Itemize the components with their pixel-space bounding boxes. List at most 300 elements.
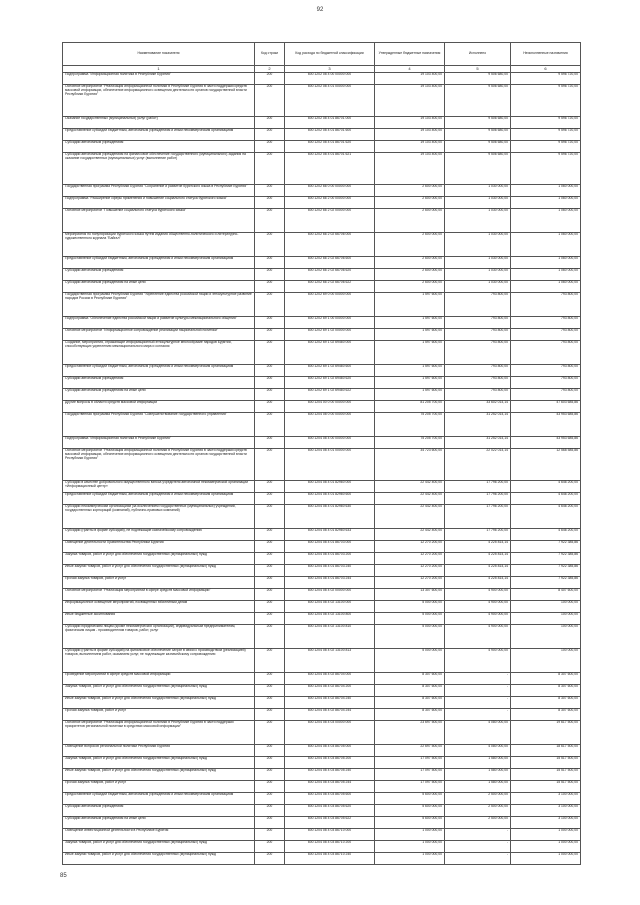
row-name: Государственная программа Республики Бурятия "Сохранение и развитие бурятского языка в Республике Бурятия" [63,185,255,197]
row-line-code: 200 [255,493,285,505]
row-kbk: 600 1204 08 4 02 13100 813 [285,649,375,673]
row-name: Предоставление субсидий бюджетным, автономным учреждениям и иным некоммерческим организациям [63,257,255,269]
row-unexecuted: 1 000 000,00 [511,853,581,865]
row-executed: 9 506 680,00 [445,141,511,153]
row-line-code: 200 [255,293,285,317]
row-name: Субсидии автономным учреждениям [63,141,255,153]
row-unexecuted: 100 000,00 [511,625,581,649]
row-unexecuted: 793 800,00 [511,377,581,389]
row-executed: 793 800,00 [445,341,511,365]
row-name: Создание, мероприятия, отражающие информационный этнокультурное многообразие народов Бурятии, способствующих укреплению межнационального мира и согласия [63,341,255,365]
row-executed: 793 800,00 [445,293,511,317]
row-approved: 8 307 600,00 [375,697,445,709]
row-line-code: 200 [255,377,285,389]
row-approved: 2 600 000,00 [375,185,445,197]
row-name: Подпрограмма "Обеспечение единства российской нации и развитие культуры межнационального общения" [63,317,255,329]
row-executed: 9 506 680,00 [445,85,511,117]
table-row [63,757,581,769]
page-number-bottom: 85 [60,873,67,879]
table-row [63,721,581,745]
row-name: Закупка товаров, работ и услуг для обеспечения государственных (муниципальных) нужд [63,841,255,853]
table-row [63,829,581,841]
row-approved: 12 270 200,00 [375,577,445,589]
row-unexecuted: 100 000,00 [511,613,581,625]
row-executed: 793 800,00 [445,377,511,389]
row-unexecuted: 4 646 200,00 [511,529,581,541]
row-executed: - [445,841,511,853]
row-approved: 22 697 500,00 [375,745,445,757]
row-approved: 5 000 000,00 [375,601,445,613]
table-row [63,117,581,129]
row-unexecuted: 793 800,00 [511,317,581,329]
table-row [63,493,581,505]
row-name: Субсидии автономным учреждениям [63,377,255,389]
row-executed: 9 506 680,00 [445,129,511,141]
table-row [63,185,581,197]
row-executed: 22 022 014,14 [445,449,511,481]
row-name: Закупка товаров, работ и услуг для обеспечения государственных (муниципальных) нужд [63,757,255,769]
row-unexecuted: 9 596 720,00 [511,73,581,85]
row-approved: 12 270 200,00 [375,565,445,577]
table-row [63,553,581,565]
header-number: 3 [285,66,375,73]
row-name: Подпрограмма "Информационная политика в Республике Бурятия" [63,437,255,449]
table-row [63,529,581,541]
row-kbk: 600 1204 08 4 03 86705 000 [285,745,375,757]
row-kbk: 600 1204 08 0 00 00000 000 [285,413,375,437]
table-row [63,805,581,817]
table-row [63,293,581,317]
row-name: Государственная программа Республики Бурятия "Укрепление единства российской нации и этнокультурное развитие народов России в Республике Бурятия" [63,293,255,317]
row-approved: 5 000 000,00 [375,613,445,625]
row-approved: 5 600 000,00 [375,793,445,805]
row-kbk: 600 1204 08 4 02 86704 240 [285,697,375,709]
row-kbk: 600 1204 08 4 01 00000 000 [285,449,375,481]
row-approved: 1 597 600,00 [375,293,445,317]
row-unexecuted: 7 922 385,86 [511,577,581,589]
row-kbk: 600 1202 66 2 02 66706 600 [285,257,375,269]
row-unexecuted: 1 060 000,00 [511,233,581,257]
row-line-code: 200 [255,505,285,529]
row-line-code: 200 [255,757,285,769]
row-line-code: 200 [255,589,285,601]
row-approved: 22 442 400,00 [375,493,445,505]
row-executed: 31 252 014,14 [445,413,511,437]
row-name: Субсидии автономным учреждениям на финансовое обеспечение государственного (муниципального) задания на оказание государственных (муниципальных) услуг (выполнение работ) [63,153,255,185]
row-approved: 8 307 600,00 [375,709,445,721]
row-line-code: 200 [255,317,285,329]
row-executed: 17 796 200,00 [445,481,511,493]
table-row [63,209,581,233]
row-approved: 1 000 000,00 [375,841,445,853]
row-line-code: 200 [255,841,285,853]
row-name: Предоставление субсидий бюджетным, автономным учреждениям и иным некоммерческим организациям [63,493,255,505]
row-name: Основное мероприятие "Реализация информационной политики в Республике Бурятия в части поддержки средств массовой информации, обеспечение информационного освещения деятельности органов государственной власти Республики Бурятия" [63,449,255,481]
row-line-code: 200 [255,153,285,185]
row-name: Прочая закупка товаров, работ и услуг [63,709,255,721]
row-executed: - [445,685,511,697]
header-executed: Исполнено [445,43,511,66]
table-row [63,401,581,413]
row-line-code: 200 [255,565,285,577]
row-approved: 17 097 500,00 [375,781,445,793]
row-kbk: 600 1202 69 1 02 69460 620 [285,377,375,389]
header-number: 2 [255,66,285,73]
row-unexecuted: 1 060 000,00 [511,281,581,293]
row-approved: 13 307 600,00 [375,589,445,601]
row-name: Субсидии некоммерческим организациям (за исключением государственных (муниципальных) учреждений, государственных корпораций (компаний), публично-правовых компаний) [63,505,255,529]
header-number: 5 [445,66,511,73]
row-line-code: 200 [255,853,285,865]
row-unexecuted: 1 060 000,00 [511,197,581,209]
row-unexecuted: 12 568 585,86 [511,449,581,481]
row-name: Предоставление субсидий бюджетным, автономным учреждениям и иным некоммерческим организациям [63,365,255,377]
row-executed: 9 506 680,00 [445,117,511,129]
row-unexecuted: 793 800,00 [511,341,581,365]
row-kbk: 600 1204 08 4 01 86703 000 [285,541,375,553]
row-line-code: 200 [255,745,285,757]
row-line-code: 200 [255,721,285,745]
table-row [63,233,581,257]
row-approved: 22 442 400,00 [375,505,445,529]
row-approved: 75 205 700,00 [375,413,445,437]
row-executed: - [445,673,511,685]
row-name: Иные закупки товаров, работ и услуг для обеспечения государственных (муниципальных) нужд [63,697,255,709]
row-name: Подпрограмма "Информационная политика в Республике Бурятия" [63,73,255,85]
row-line-code: 200 [255,481,285,493]
row-kbk: 600 1202 69 0 00 00000 000 [285,293,375,317]
row-name: Проведение мероприятий в сфере средств массовой информации [63,673,255,685]
row-kbk: 600 1204 08 4 01 82960 630 [285,505,375,529]
row-line-code: 200 [255,341,285,365]
row-line-code: 200 [255,365,285,377]
table-row [63,257,581,269]
row-kbk: 600 1204 08 4 03 86705 200 [285,757,375,769]
row-executed: 1 030 000,00 [445,185,511,197]
row-name: Подпрограмма "Расширение сферы применения и повышение социального статуса бурятского языка" [63,197,255,209]
header-number: 4 [375,66,445,73]
row-line-code: 200 [255,673,285,685]
row-approved: 1 000 000,00 [375,853,445,865]
row-name: Основное мероприятие "Повышение социального статуса бурятского языка" [63,209,255,233]
row-executed: 793 800,00 [445,317,511,329]
row-line-code: 200 [255,709,285,721]
row-kbk: 600 1204 08 4 03 86705 244 [285,781,375,793]
row-kbk: 600 1202 66 2 02 66706 622 [285,281,375,293]
row-kbk: 600 1202 69 1 00 00000 000 [285,317,375,329]
row-name: Предоставление субсидий бюджетным, автономным учреждениям и иным некоммерческим организациям [63,129,255,141]
row-executed: 17 796 200,00 [445,493,511,505]
table-header-row [63,43,581,66]
row-kbk: 600 1204 08 4 03 86705 240 [285,769,375,781]
row-kbk: 600 1204 08 4 02 86704 200 [285,685,375,697]
row-unexecuted: 1 000 000,00 [511,841,581,853]
table-row [63,153,581,185]
row-unexecuted: 19 617 500,00 [511,721,581,745]
row-kbk: 600 1204 08 4 01 82960 600 [285,493,375,505]
row-kbk: 600 1204 08 4 02 86704 244 [285,709,375,721]
row-line-code: 200 [255,257,285,269]
table-row [63,541,581,553]
table-row [63,269,581,281]
row-approved: 19 103 400,00 [375,73,445,85]
row-unexecuted: 7 922 385,86 [511,553,581,565]
row-line-code: 200 [255,85,285,117]
row-approved: 2 600 000,00 [375,233,445,257]
table-row [63,329,581,341]
row-kbk: 600 1202 69 1 02 69460 622 [285,389,375,401]
row-executed: 2 500 000,00 [445,793,511,805]
table-row [63,853,581,865]
table-row [63,413,581,437]
table-row [63,389,581,401]
header-number: 1 [63,66,255,73]
row-name: Освещение инвестиционной деятельности в Республике Бурятия [63,829,255,841]
row-executed: 793 800,00 [445,389,511,401]
row-executed: 793 800,00 [445,329,511,341]
row-kbk: 600 1204 08 4 01 86703 240 [285,565,375,577]
row-executed: 33 602 014,14 [445,401,511,413]
row-executed: 4 225 814,14 [445,553,511,565]
row-name: Освещение вопросов региональной политики Республики Бурятия [63,745,255,757]
row-unexecuted: 4 646 200,00 [511,493,581,505]
table-row [63,505,581,529]
row-name: Государственная программа Республики Бурятия "Совершенствование государственного управления" [63,413,255,437]
row-line-code: 200 [255,577,285,589]
row-approved: 22 442 400,00 [375,481,445,493]
row-name: Субсидии юридическим лицам (кроме некоммерческих организаций), индивидуальным предпринимателям, физическим лицам - производителям товаров, работ, услуг [63,625,255,649]
row-kbk: 600 1202 66 2 02 66706 000 [285,233,375,257]
header-number: 6 [511,66,581,73]
row-line-code: 200 [255,613,285,625]
table-row [63,745,581,757]
row-approved: 34 723 600,00 [375,449,445,481]
row-name: Основное мероприятие "Реализация информационной политики в Республике Бурятия в части поддержки приоритетов региональной политики в средствах массовой информации" [63,721,255,745]
row-line-code: 200 [255,529,285,541]
row-unexecuted: 43 953 685,86 [511,437,581,449]
row-unexecuted: 793 800,00 [511,365,581,377]
row-approved: 2 600 000,00 [375,269,445,281]
table-row [63,649,581,673]
row-name: Субсидии автономным учреждениям [63,269,255,281]
row-kbk: 600 1204 08 4 03 00000 000 [285,721,375,745]
row-approved: 5 000 000,00 [375,625,445,649]
budget-execution-table [62,42,581,865]
row-executed: 4 900 000,00 [445,625,511,649]
row-name: Основное мероприятие "Реализация информационной политики в Республике Бурятия в части поддержки средств массовой информации, обеспечение информационного освещения деятельности органов государственной власти Республики Бурятия" [63,85,255,117]
row-approved: 2 600 000,00 [375,197,445,209]
row-executed: 4 080 000,00 [445,745,511,757]
row-name: Информационное освещение мероприятий, посвященных юбилейным датам [63,601,255,613]
table-row [63,769,581,781]
row-executed: - [445,829,511,841]
row-name: Иные закупки товаров, работ и услуг для обеспечения государственных (муниципальных) нужд [63,565,255,577]
row-approved: 75 205 700,00 [375,437,445,449]
row-executed: 9 506 680,00 [445,73,511,85]
row-name: Субсидии автономным учреждениям на иные цели [63,389,255,401]
table-row [63,613,581,625]
row-kbk: 600 1204 08 4 02 86704 000 [285,673,375,685]
row-name: Мероприятия по популяризации бурятского языка путем издания общественно-политического и литературно-художественного журнала "Байгал" [63,233,255,257]
row-kbk: 600 1202 66 2 00 00000 000 [285,197,375,209]
row-approved: 19 103 400,00 [375,117,445,129]
row-kbk: 600 1204 08 4 03 86705 600 [285,793,375,805]
row-kbk: 600 1202 66 2 02 66706 620 [285,269,375,281]
row-unexecuted: 1 060 000,00 [511,185,581,197]
row-unexecuted: 4 646 200,00 [511,505,581,529]
table-row [63,85,581,117]
row-unexecuted: 1 060 000,00 [511,269,581,281]
header-unexecuted: Неисполненные назначения [511,43,581,66]
header-line-code: Код строки [255,43,285,66]
row-line-code: 200 [255,697,285,709]
row-executed: 4 900 000,00 [445,649,511,673]
row-line-code: 200 [255,117,285,129]
row-approved: 19 103 400,00 [375,153,445,185]
row-name: Иные бюджетные ассигнования [63,613,255,625]
row-approved: 19 103 400,00 [375,129,445,141]
row-name: Иные закупки товаров, работ и услуг для обеспечения государственных (муниципальных) нужд [63,769,255,781]
row-approved: 17 097 500,00 [375,757,445,769]
row-kbk: 600 1202 69 1 02 00000 000 [285,329,375,341]
row-executed: - [445,697,511,709]
table-row [63,449,581,481]
row-kbk: 600 1202 08 4 01 86701 600 [285,129,375,141]
row-kbk: 600 1204 08 4 03 86710 000 [285,829,375,841]
header-name: Наименование показателя [63,43,255,66]
table-row [63,317,581,329]
table-row [63,577,581,589]
row-kbk: 600 1204 08 4 03 86710 200 [285,841,375,853]
table-row [63,341,581,365]
row-line-code: 200 [255,233,285,257]
row-kbk: 600 1202 08 4 01 00000 000 [285,85,375,117]
row-executed: 1 580 000,00 [445,757,511,769]
row-executed: 9 506 680,00 [445,153,511,185]
row-executed: 1 030 000,00 [445,281,511,293]
row-name: Предоставление субсидий бюджетным, автономным учреждениям и иным некоммерческим организациям [63,793,255,805]
row-line-code: 200 [255,197,285,209]
table-row [63,781,581,793]
row-line-code: 200 [255,625,285,649]
row-kbk: 600 1204 08 4 01 82960 000 [285,481,375,493]
row-kbk: 600 1202 08 4 01 86701 620 [285,141,375,153]
row-executed: 1 580 000,00 [445,781,511,793]
row-line-code: 200 [255,209,285,233]
row-name: Основное мероприятие "Реализация мероприятий в сфере средств массовой информации" [63,589,255,601]
row-kbk: 600 1202 66 0 00 00000 000 [285,185,375,197]
row-approved: 5 000 000,00 [375,649,445,673]
row-executed: - [445,709,511,721]
table-row [63,73,581,85]
row-unexecuted: 15 517 500,00 [511,769,581,781]
row-approved: 19 103 400,00 [375,141,445,153]
row-line-code: 200 [255,185,285,197]
row-unexecuted: 1 000 000,00 [511,829,581,841]
row-line-code: 200 [255,769,285,781]
row-approved: 22 442 400,00 [375,529,445,541]
row-line-code: 200 [255,281,285,293]
table-row [63,129,581,141]
row-kbk: 600 1204 08 4 02 13100 810 [285,625,375,649]
row-approved: 1 597 600,00 [375,329,445,341]
row-approved: 19 103 400,00 [375,85,445,117]
row-line-code: 200 [255,269,285,281]
row-kbk: 600 1204 08 4 03 86705 622 [285,817,375,829]
row-kbk: 600 1202 08 4 01 86701 000 [285,117,375,129]
row-line-code: 200 [255,829,285,841]
row-line-code: 200 [255,401,285,413]
row-approved: 12 270 200,00 [375,553,445,565]
row-unexecuted: 9 596 720,00 [511,153,581,185]
table-row [63,709,581,721]
row-approved: 5 600 000,00 [375,805,445,817]
row-executed: 4 900 000,00 [445,613,511,625]
row-kbk: 600 1204 00 0 00 00000 000 [285,401,375,413]
header-kbk: Код расхода по бюджетной классификации [285,43,375,66]
row-line-code: 200 [255,817,285,829]
table-row [63,481,581,493]
row-line-code: 200 [255,73,285,85]
row-line-code: 200 [255,141,285,153]
row-kbk: 600 1204 08 4 02 13100 000 [285,601,375,613]
row-kbk: 600 1204 08 4 02 13100 800 [285,613,375,625]
row-approved: 1 597 600,00 [375,341,445,365]
row-unexecuted: 793 800,00 [511,293,581,317]
table-row [63,377,581,389]
row-name: Субсидии автономным учреждениям на иные цели [63,281,255,293]
row-unexecuted: 15 517 500,00 [511,781,581,793]
table-row [63,841,581,853]
row-unexecuted: 9 596 720,00 [511,85,581,117]
row-kbk: 600 1202 66 2 02 00000 000 [285,209,375,233]
row-name: Иные закупки товаров, работ и услуг для обеспечения государственных (муниципальных) нужд [63,853,255,865]
row-line-code: 200 [255,329,285,341]
row-name: Субсидии автономным учреждениям на иные цели [63,817,255,829]
row-line-code: 200 [255,793,285,805]
table-row [63,793,581,805]
row-unexecuted: 9 596 720,00 [511,129,581,141]
row-unexecuted: 8 407 600,00 [511,589,581,601]
row-approved: 81 205 700,00 [375,401,445,413]
row-approved: 23 697 500,00 [375,721,445,745]
row-name: Основное мероприятие "Информационное сопровождение реализации национальной политики" [63,329,255,341]
table-row [63,685,581,697]
row-executed: 1 030 000,00 [445,197,511,209]
row-line-code: 200 [255,541,285,553]
table-row [63,625,581,649]
row-unexecuted: 7 922 385,86 [511,565,581,577]
row-unexecuted: 8 307 600,00 [511,709,581,721]
row-executed: 2 500 000,00 [445,817,511,829]
row-unexecuted: 100 000,00 [511,601,581,613]
row-executed: 31 252 014,14 [445,437,511,449]
row-name: Закупка товаров, работ и услуг для обеспечения государственных (муниципальных) нужд [63,553,255,565]
row-name: Закупка товаров, работ и услуг для обеспечения государственных (муниципальных) нужд [63,685,255,697]
row-kbk: 600 1202 69 1 02 69460 000 [285,341,375,365]
row-executed: 793 800,00 [445,365,511,377]
row-line-code: 200 [255,685,285,697]
row-unexecuted: 793 800,00 [511,329,581,341]
row-kbk: 600 1202 08 4 00 00000 000 [285,73,375,85]
row-line-code: 200 [255,781,285,793]
row-approved: 2 600 000,00 [375,281,445,293]
row-approved: 1 000 000,00 [375,829,445,841]
row-executed: 1 030 000,00 [445,269,511,281]
row-unexecuted: 7 922 385,86 [511,541,581,553]
row-executed: 4 225 814,14 [445,541,511,553]
row-approved: 2 600 000,00 [375,209,445,233]
